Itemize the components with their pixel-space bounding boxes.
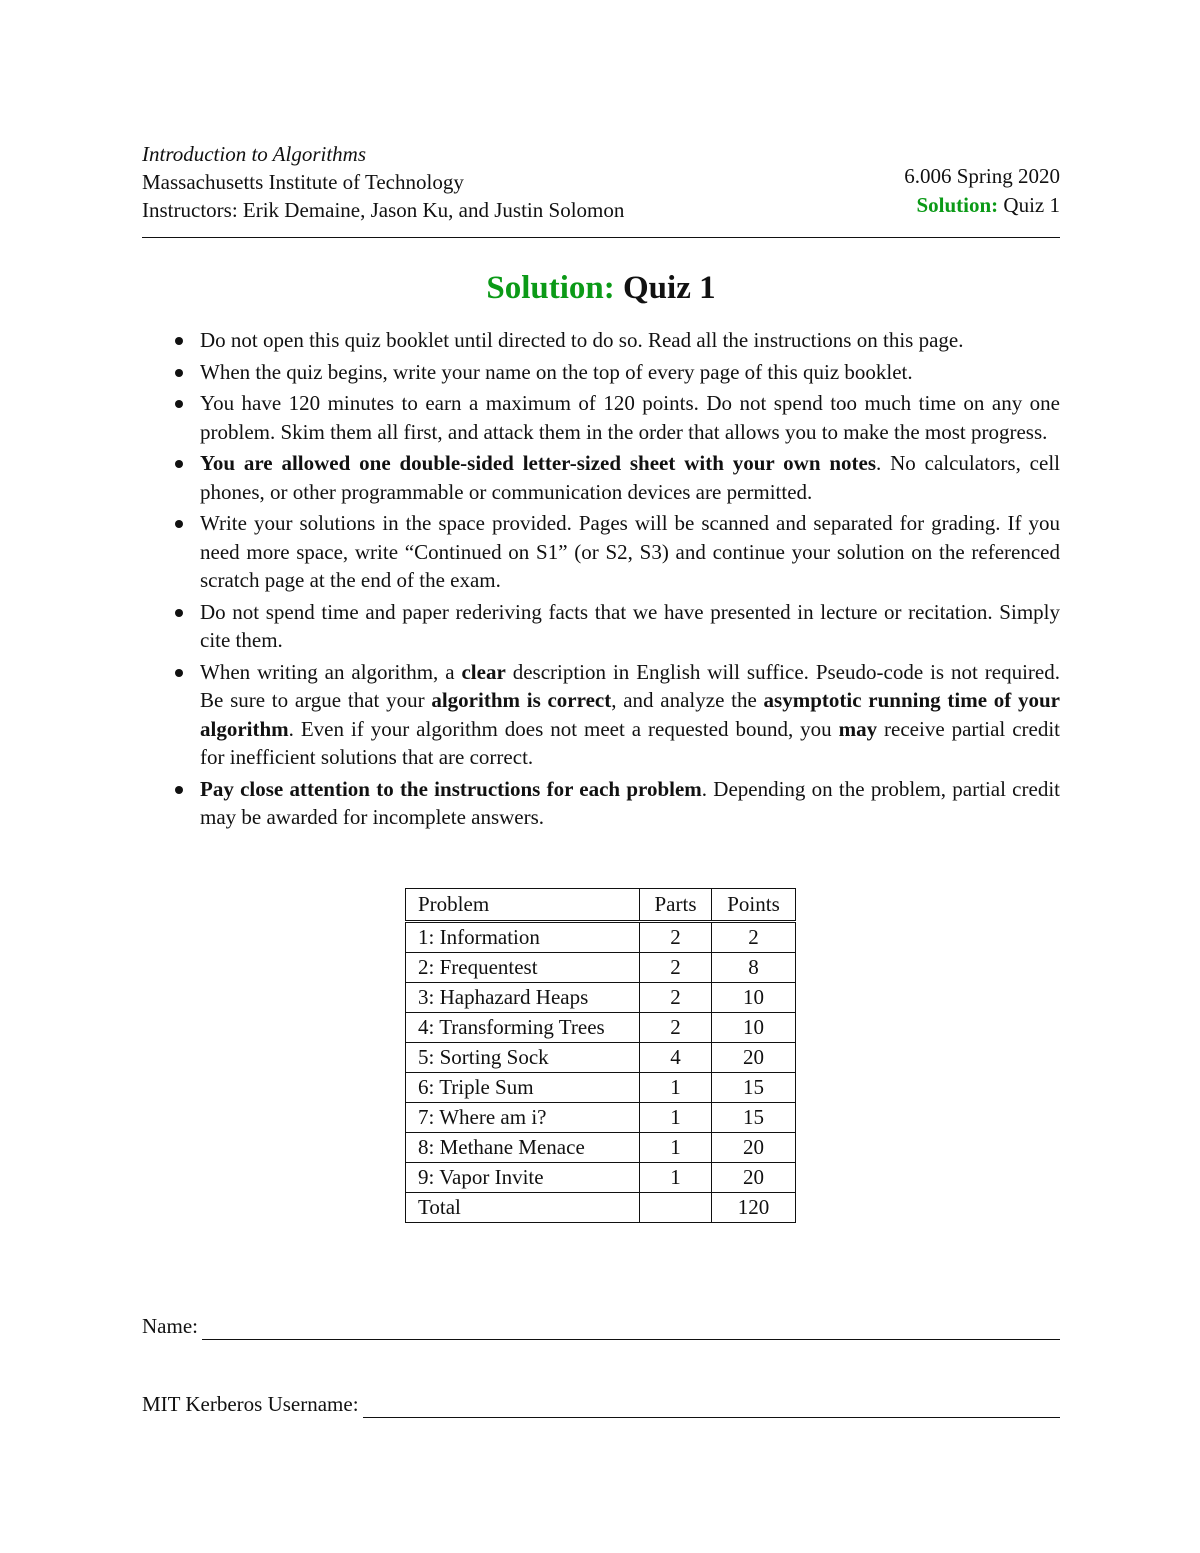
column-header-problem: Problem (406, 889, 640, 922)
instruction-emphasis: Pay close attention to the instructions for each problem (200, 776, 702, 801)
instruction-item (142, 449, 1060, 506)
problem-name-cell: 2: Frequentest (406, 953, 640, 983)
problem-name-cell: 4: Transforming Trees (406, 1013, 640, 1043)
header-quiz-number: Quiz 1 (1003, 193, 1060, 217)
instruction-emphasis: clear (461, 659, 506, 684)
parts-cell: 2 (640, 953, 712, 983)
name-label: Name: (142, 1314, 198, 1338)
parts-cell: 2 (640, 983, 712, 1013)
problem-name-cell: 6: Triple Sum (406, 1073, 640, 1103)
points-cell: 10 (712, 1013, 796, 1043)
problem-name-cell: 5: Sorting Sock (406, 1043, 640, 1073)
table-row (406, 1043, 796, 1073)
course-name: Introduction to Algorithms (142, 142, 367, 166)
bullet-icon (175, 400, 183, 408)
kerberos-username-label: MIT Kerberos Username: (142, 1392, 359, 1416)
title-quiz-label: Quiz 1 (623, 270, 716, 306)
table-header-row (406, 889, 796, 922)
points-cell: 20 (712, 1043, 796, 1073)
instructors: Instructors: Erik Demaine, Jason Ku, and Justin Solomon (142, 198, 625, 222)
table-row (406, 953, 796, 983)
instruction-text: . Even if your algorithm does not meet a requested bound, you (288, 716, 839, 741)
instruction-item (142, 658, 1060, 772)
table-row (406, 1013, 796, 1043)
bullet-icon (175, 520, 183, 528)
instruction-item (142, 389, 1060, 446)
instruction-text: receive partial credit for inefficient solutions that are correct. (200, 716, 1060, 769)
instruction-text: description in English will suffice. Pseudo-code is not required. Be sure to argue that your (200, 659, 1060, 712)
instruction-item (142, 775, 1060, 832)
kerberos-username-line[interactable] (363, 1397, 1060, 1418)
instruction-text: When the quiz begins, write your name on the top of every page of this quiz booklet. (200, 359, 913, 384)
instructions-list (142, 326, 1060, 835)
instruction-text: , and analyze the (611, 688, 764, 712)
header-right (904, 162, 1060, 220)
points-cell: 2 (712, 922, 796, 953)
instruction-item (142, 509, 1060, 595)
problem-name-cell: 3: Haphazard Heaps (406, 983, 640, 1013)
points-cell: 15 (712, 1073, 796, 1103)
points-cell: 20 (712, 1163, 796, 1193)
instruction-text: Write your solutions in the space provided. Pages will be scanned and separated for grading. If you need more space, write “Continued on S1” (or S2, S3) and continue your solution on the referenced scratch page at the end of the exam. (200, 511, 1060, 592)
instruction-text: When writing an algorithm, a (200, 659, 462, 684)
problem-name-cell: 9: Vapor Invite (406, 1163, 640, 1193)
page-title (142, 268, 1060, 308)
points-cell: 20 (712, 1133, 796, 1163)
points-cell: 10 (712, 983, 796, 1013)
instruction-text: . No calculators, cell phones, or other programmable or communication devices are permitted. (200, 451, 1060, 504)
points-cell: 15 (712, 1103, 796, 1133)
parts-cell: 1 (640, 1133, 712, 1163)
table-row (406, 1163, 796, 1193)
column-header-parts: Parts (640, 889, 712, 922)
points-cell: 120 (712, 1193, 796, 1223)
table-row (406, 1103, 796, 1133)
bullet-icon (175, 369, 183, 377)
bullet-icon (175, 609, 183, 617)
table-row (406, 1073, 796, 1103)
header-solution-label: Solution: (916, 193, 999, 217)
bullet-icon (175, 337, 183, 345)
problem-name-cell: 1: Information (406, 922, 640, 953)
title-solution-label: Solution: (486, 270, 615, 306)
problem-name-cell: 7: Where am i? (406, 1103, 640, 1133)
problem-name-cell: 8: Methane Menace (406, 1133, 640, 1163)
header-divider (142, 237, 1060, 238)
header-left (142, 140, 624, 224)
parts-cell: 2 (640, 1013, 712, 1043)
points-cell: 8 (712, 953, 796, 983)
instruction-emphasis: You are allowed one double-sided letter-sized sheet with your own notes (200, 451, 877, 475)
instruction-text: Do not open this quiz booklet until directed to do so. Read all the instructions on this page. (200, 328, 964, 352)
column-header-points: Points (712, 889, 796, 922)
header-quiz-label (904, 191, 1060, 220)
parts-cell: 4 (640, 1043, 712, 1073)
table-row (406, 1193, 796, 1223)
course-term: 6.006 Spring 2020 (904, 164, 1060, 188)
instruction-item (142, 326, 1060, 355)
bullet-icon (175, 669, 183, 677)
institution: Massachusetts Institute of Technology (142, 170, 464, 194)
name-line[interactable] (202, 1319, 1060, 1340)
table-row (406, 983, 796, 1013)
instruction-emphasis: may (838, 716, 878, 741)
instruction-text: You have 120 minutes to earn a maximum of 120 points. Do not spend too much time on any one problem. Skim them all first, and attack them in the order that allows you to make the most progress. (200, 391, 1060, 444)
parts-cell: 1 (640, 1073, 712, 1103)
instruction-text: Do not spend time and paper rederiving facts that we have presented in lecture or recitation. Simply cite them. (200, 599, 1060, 652)
bullet-icon (175, 786, 183, 794)
instruction-emphasis: asymptotic running time of your algorithm (200, 688, 1060, 741)
problem-name-cell: Total (406, 1193, 640, 1223)
instruction-emphasis: algorithm is correct (431, 688, 612, 712)
parts-cell: 2 (640, 922, 712, 953)
parts-cell: 1 (640, 1163, 712, 1193)
parts-cell (640, 1193, 712, 1223)
bullet-icon (175, 460, 183, 468)
problems-table (405, 888, 796, 1223)
table-row (406, 1133, 796, 1163)
parts-cell: 1 (640, 1103, 712, 1133)
kerberos-username-field[interactable] (142, 1390, 1060, 1418)
instruction-item (142, 358, 1060, 387)
instruction-item (142, 598, 1060, 655)
instruction-text: . Depending on the problem, partial credit may be awarded for incomplete answers. (200, 776, 1060, 829)
table-row (406, 922, 796, 953)
name-field[interactable] (142, 1312, 1060, 1340)
